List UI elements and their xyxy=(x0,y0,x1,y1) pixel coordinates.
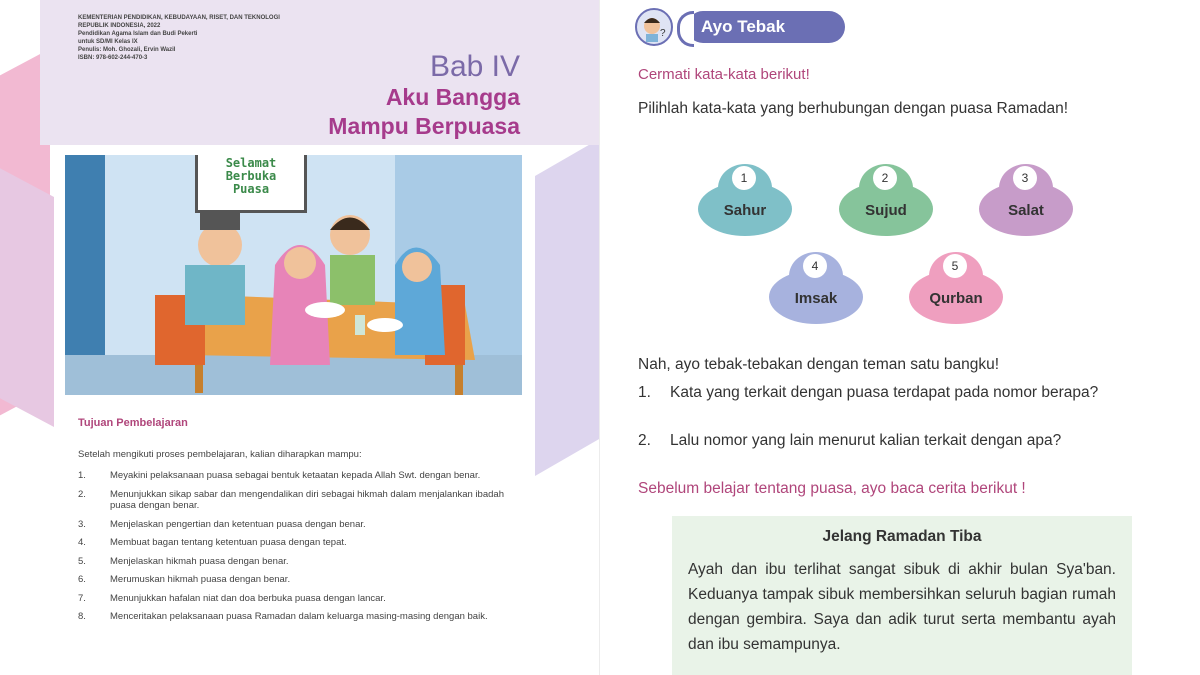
publication-info xyxy=(78,14,338,62)
word-number: 2 xyxy=(873,166,897,190)
objective-item xyxy=(78,611,523,623)
sign-line: Berbuka xyxy=(225,169,277,183)
question-number: 2. xyxy=(638,432,651,449)
objective-text: Menjelaskan hikmah puasa dengan benar. xyxy=(110,555,289,567)
word-number: 3 xyxy=(1013,166,1037,190)
sign-line: Puasa xyxy=(232,182,270,196)
objective-text: Menunjukkan sikap sabar dan mengendalikan diri sebagai hikmah dalam menjalankan ibadah puasa dengan benar. xyxy=(110,488,504,511)
word-label: Qurban xyxy=(929,290,983,307)
purple-decoration xyxy=(0,163,54,427)
objective-text: Menunjukkan hafalan niat dan doa berbuka puasa dengan lancar. xyxy=(110,592,386,604)
chapter-title-line2: Mampu Berpuasa xyxy=(328,113,520,139)
word-cloud-1[interactable] xyxy=(696,164,794,240)
lavender-decoration xyxy=(535,124,600,476)
question-text: Kata yang terkait dengan puasa terdapat pada nomor berapa? xyxy=(670,384,1099,401)
objective-text: Menceritakan pelaksanaan puasa Ramadan dalam keluarga masing-masing dengan baik. xyxy=(110,611,488,622)
word-label: Salat xyxy=(1008,202,1044,219)
story-text: Ayah dan ibu terlihat sangat sibuk di akhir bulan Sya'ban. Keduanya tampak sibuk membersihkan seluruh bagian rumah dengan gembira. Saya dan adik turut serta membantu ayah dan ibu semampunya. xyxy=(688,561,1116,653)
objective-number: 8. xyxy=(78,611,86,622)
word-cloud-3[interactable] xyxy=(977,164,1075,240)
chapter-number: Bab IV xyxy=(429,50,520,83)
word-cloud-5[interactable] xyxy=(907,252,1005,328)
meta-line: untuk SD/MI Kelas IX xyxy=(78,39,138,45)
objective-text: Merumuskan hikmah puasa dengan benar. xyxy=(110,574,291,585)
meta-line: Pendidikan Agama Islam dan Budi Pekerti xyxy=(78,31,198,37)
objective-text: Membuat bagan tentang ketentuan puasa dengan tepat. xyxy=(110,537,347,548)
word-number: 4 xyxy=(803,254,827,278)
meta-line: KEMENTERIAN PENDIDIKAN, KEBUDAYAAN, RISET, DAN TEKNOLOGI xyxy=(78,15,280,21)
svg-text:?: ? xyxy=(660,28,666,39)
story-title: Jelang Ramadan Tiba xyxy=(822,528,982,545)
welcome-sign xyxy=(195,155,307,213)
objective-item xyxy=(78,574,523,586)
word-number: 1 xyxy=(732,166,756,190)
family-iftar-illustration xyxy=(65,155,522,395)
objective-item xyxy=(78,519,523,531)
objective-item xyxy=(78,489,523,512)
objective-number: 5. xyxy=(78,555,86,567)
discussion-text: Nah, ayo tebak-tebakan dengan teman satu bangku! xyxy=(638,356,1000,373)
word-number: 5 xyxy=(943,254,967,278)
thinking-child-icon xyxy=(635,8,673,46)
chapter-title-line1: Aku Bangga xyxy=(385,84,520,110)
sign-line: Selamat xyxy=(225,156,277,170)
objective-text: Meyakini pelaksanaan puasa sebagai bentuk ketaatan kepada Allah Swt. dengan benar. xyxy=(110,470,481,481)
activity-label: Ayo Tebak xyxy=(687,11,845,43)
word-label: Sujud xyxy=(865,202,907,219)
objective-number: 4. xyxy=(78,537,86,548)
objectives-list xyxy=(78,470,523,630)
story-box xyxy=(672,516,1132,675)
question-number: 1. xyxy=(638,384,651,401)
objective-number: 2. xyxy=(78,488,86,500)
badge-ring xyxy=(677,11,694,47)
meta-line: REPUBLIK INDONESIA, 2022 xyxy=(78,23,161,29)
objective-item xyxy=(78,537,523,549)
question-item xyxy=(638,381,1138,405)
right-page xyxy=(600,0,1200,675)
word-label: Imsak xyxy=(794,290,838,307)
objective-number: 3. xyxy=(78,518,86,530)
story-intro: Sebelum belajar tentang puasa, ayo baca cerita berikut ! xyxy=(638,480,1026,497)
word-cloud-4[interactable] xyxy=(767,252,865,328)
objective-item xyxy=(78,470,523,482)
objective-item xyxy=(78,556,523,568)
word-cloud-2[interactable] xyxy=(837,164,935,240)
objective-text: Menjelaskan pengertian dan ketentuan puasa dengan benar. xyxy=(110,518,366,530)
meta-line: ISBN: 978-602-244-470-3 xyxy=(78,55,148,61)
objective-number: 1. xyxy=(78,470,86,481)
objective-number: 7. xyxy=(78,592,86,604)
instruction-text: Pilihlah kata-kata yang berhubungan dengan puasa Ramadan! xyxy=(638,100,1069,117)
question-text: Lalu nomor yang lain menurut kalian terkait dengan apa? xyxy=(670,432,1062,449)
question-item xyxy=(638,429,1138,453)
objective-number: 6. xyxy=(78,574,86,585)
meta-line: Penulis: Moh. Ghozali, Ervin Wazil xyxy=(78,47,176,53)
objective-item xyxy=(78,593,523,605)
prompt-text: Cermati kata-kata berikut! xyxy=(638,66,810,83)
thinking-child-glyph xyxy=(637,10,671,44)
objectives-intro: Setelah mengikuti proses pembelajaran, kalian diharapkan mampu: xyxy=(78,449,362,460)
objectives-heading: Tujuan Pembelajaran xyxy=(78,417,188,429)
word-label: Sahur xyxy=(723,202,767,219)
